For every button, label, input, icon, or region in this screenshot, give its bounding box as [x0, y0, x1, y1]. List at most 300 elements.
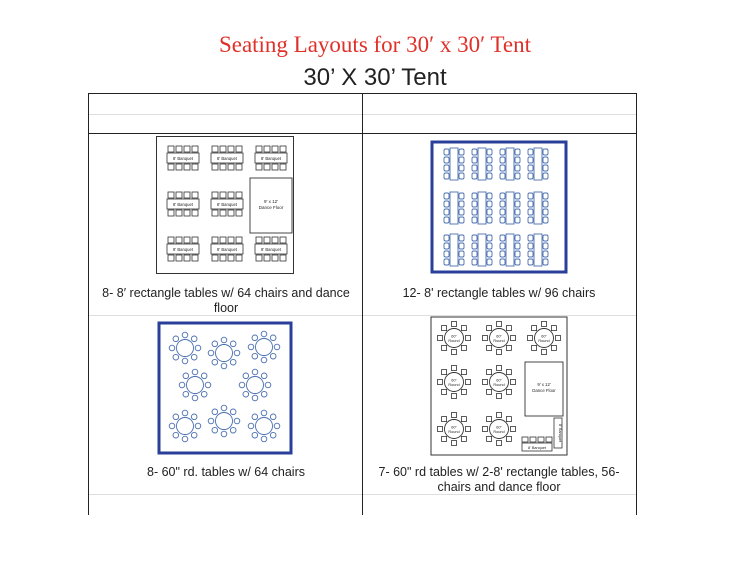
- chair: [459, 217, 464, 223]
- chair: [515, 251, 520, 257]
- chair: [176, 164, 182, 170]
- table-label-top: 60": [496, 334, 502, 339]
- chair: [472, 217, 477, 223]
- chair: [184, 237, 190, 243]
- chair: [176, 146, 182, 152]
- chair: [452, 322, 457, 327]
- chair: [528, 243, 533, 249]
- chair: [487, 173, 492, 179]
- chair: [236, 192, 242, 198]
- chair: [264, 255, 270, 261]
- chair: [444, 209, 449, 215]
- chair: [191, 414, 197, 420]
- chair: [176, 237, 182, 243]
- chair: [256, 255, 262, 261]
- chair: [466, 380, 471, 385]
- table-label-top: 60": [451, 334, 457, 339]
- chair: [183, 391, 189, 397]
- chair: [228, 237, 234, 243]
- chair: [239, 382, 245, 388]
- chair: [221, 405, 227, 411]
- chair: [551, 345, 556, 350]
- chair: [438, 380, 443, 385]
- chair: [511, 380, 516, 385]
- chair: [184, 146, 190, 152]
- chair: [261, 373, 267, 379]
- chair: [466, 427, 471, 432]
- chair: [205, 382, 211, 388]
- chair: [261, 436, 267, 442]
- round-table-3: [248, 331, 280, 363]
- chair: [543, 209, 548, 215]
- chair: [459, 173, 464, 179]
- chair: [472, 165, 477, 171]
- chair: [442, 345, 447, 350]
- chair: [487, 217, 492, 223]
- chair: [256, 164, 262, 170]
- chair: [176, 255, 182, 261]
- chair: [528, 217, 533, 223]
- chair: [173, 414, 179, 420]
- chair: [543, 201, 548, 207]
- chair: [442, 370, 447, 375]
- chair: [487, 389, 492, 394]
- table-label-top: 60": [496, 378, 502, 383]
- chair: [212, 210, 218, 216]
- chair: [528, 235, 533, 241]
- table-top: [534, 148, 542, 180]
- layout-4-caption: 7- 60" rd tables w/ 2-8' rectangle tables, 56- chairs and dance floor: [378, 465, 620, 494]
- chair: [252, 335, 258, 341]
- table-label-top: 60": [496, 425, 502, 430]
- round-table-7: [483, 413, 516, 446]
- chair: [169, 345, 175, 351]
- chair: [173, 354, 179, 360]
- chair: [487, 157, 492, 163]
- chair: [444, 235, 449, 241]
- round-table-4: [179, 369, 211, 401]
- chair: [515, 259, 520, 265]
- chair: [497, 350, 502, 355]
- chair: [220, 164, 226, 170]
- table-top: [256, 339, 273, 356]
- chair: [528, 209, 533, 215]
- chair: [528, 251, 533, 257]
- layout-1-diagram: [156, 136, 294, 274]
- chair: [212, 409, 218, 415]
- chair: [528, 201, 533, 207]
- chair: [487, 209, 492, 215]
- chair: [442, 389, 447, 394]
- chair: [243, 373, 249, 379]
- chair: [500, 193, 505, 199]
- chair: [230, 427, 236, 433]
- round-table-8: [248, 410, 280, 442]
- chair: [212, 359, 218, 365]
- chair: [487, 259, 492, 265]
- table-top: [177, 418, 194, 435]
- chair: [252, 395, 258, 401]
- chair: [270, 353, 276, 359]
- chair: [261, 331, 267, 337]
- chair: [497, 441, 502, 446]
- chair: [459, 259, 464, 265]
- chair: [452, 366, 457, 371]
- chair: [452, 413, 457, 418]
- chair: [528, 336, 533, 341]
- round-table-5: [483, 366, 516, 399]
- chair: [236, 210, 242, 216]
- table-top: [247, 377, 264, 394]
- chair: [192, 255, 198, 261]
- chair: [500, 165, 505, 171]
- chair: [515, 173, 520, 179]
- round-table-2: [483, 322, 516, 355]
- chair: [487, 436, 492, 441]
- chair: [528, 149, 533, 155]
- table-label: 8' Banquet: [173, 202, 193, 207]
- chair: [195, 423, 201, 429]
- chair: [551, 326, 556, 331]
- chair: [208, 418, 214, 424]
- table-top: [450, 234, 458, 266]
- table-top: [506, 192, 514, 224]
- chair: [438, 427, 443, 432]
- chair: [442, 436, 447, 441]
- chair: [515, 157, 520, 163]
- chair: [487, 165, 492, 171]
- chair: [515, 193, 520, 199]
- chair: [228, 255, 234, 261]
- chair: [542, 350, 547, 355]
- chair: [500, 157, 505, 163]
- chair: [472, 201, 477, 207]
- table-label: 8' Banquet: [173, 156, 193, 161]
- chair: [515, 235, 520, 241]
- chair: [192, 146, 198, 152]
- table-label-bottom: Round: [493, 339, 505, 343]
- round-table-7: [208, 405, 240, 437]
- table-border-left: [88, 93, 89, 515]
- dance-floor-sub: Dance Floor: [258, 205, 284, 210]
- round-table-3: [528, 322, 561, 355]
- chair: [522, 437, 528, 442]
- table-label: 8' Banquet: [527, 446, 547, 450]
- round-table-6: [169, 410, 201, 442]
- table-top: [478, 148, 486, 180]
- chair: [543, 165, 548, 171]
- chair: [444, 201, 449, 207]
- table-top: [216, 345, 233, 362]
- table-top: [216, 413, 233, 430]
- table-label-bottom: Round: [448, 339, 460, 343]
- chair: [201, 391, 207, 397]
- chair: [280, 164, 286, 170]
- chair: [230, 341, 236, 347]
- chair: [532, 345, 537, 350]
- chair: [506, 389, 511, 394]
- chair: [201, 373, 207, 379]
- chair: [472, 259, 477, 265]
- table-label: 8' Banquet: [261, 247, 281, 252]
- chair: [184, 192, 190, 198]
- chair: [212, 164, 218, 170]
- chair: [252, 414, 258, 420]
- chair: [487, 345, 492, 350]
- table-top: [177, 340, 194, 357]
- chair: [515, 165, 520, 171]
- chair: [264, 146, 270, 152]
- chair: [500, 235, 505, 241]
- chair: [472, 235, 477, 241]
- chair: [169, 423, 175, 429]
- chair: [461, 389, 466, 394]
- chair: [472, 243, 477, 249]
- table-label-top: 60": [451, 378, 457, 383]
- chair: [192, 369, 198, 375]
- chair: [461, 436, 466, 441]
- chair: [220, 237, 226, 243]
- banquet-table-vertical: [554, 418, 562, 448]
- chair: [272, 146, 278, 152]
- round-table-2: [208, 337, 240, 369]
- chair: [543, 193, 548, 199]
- round-table-4: [438, 366, 471, 399]
- table-label: 8' Banquet: [217, 247, 237, 252]
- table-label: 8' Banquet: [173, 247, 193, 252]
- chair: [444, 193, 449, 199]
- chair: [176, 192, 182, 198]
- chair: [272, 237, 278, 243]
- chair: [546, 437, 552, 442]
- chair: [459, 251, 464, 257]
- table-label: 8' Banquet: [217, 156, 237, 161]
- chair: [543, 173, 548, 179]
- table-label-bottom: Round: [538, 339, 550, 343]
- chair: [472, 149, 477, 155]
- dance-floor-label: 9' x 12': [537, 382, 551, 387]
- chair: [228, 146, 234, 152]
- table-label-bottom: Round: [448, 383, 460, 387]
- table-divider-center: [362, 93, 363, 515]
- chair: [500, 243, 505, 249]
- layout-4-diagram: [430, 316, 568, 456]
- chair: [461, 345, 466, 350]
- table-label: 8' Banquet: [261, 156, 281, 161]
- chair: [511, 427, 516, 432]
- chair: [272, 255, 278, 261]
- chair: [220, 192, 226, 198]
- table-label-bottom: Round: [448, 430, 460, 434]
- chair: [184, 164, 190, 170]
- chair: [438, 336, 443, 341]
- table-label-bottom: Round: [493, 383, 505, 387]
- chair: [220, 210, 226, 216]
- chair: [234, 350, 240, 356]
- chair: [500, 201, 505, 207]
- chair: [265, 382, 271, 388]
- chair: [243, 391, 249, 397]
- chair: [538, 437, 544, 442]
- chair: [487, 326, 492, 331]
- chair: [487, 251, 492, 257]
- table-label-top: 60": [541, 334, 547, 339]
- chair: [543, 259, 548, 265]
- chair: [515, 243, 520, 249]
- chair: [461, 370, 466, 375]
- chair: [543, 251, 548, 257]
- chair: [506, 436, 511, 441]
- chair: [270, 414, 276, 420]
- table-border-right: [636, 93, 637, 515]
- chair: [168, 164, 174, 170]
- chair: [483, 336, 488, 341]
- chair: [515, 201, 520, 207]
- table-top: [478, 192, 486, 224]
- chair: [228, 210, 234, 216]
- chair: [220, 146, 226, 152]
- chair: [459, 235, 464, 241]
- chair: [192, 164, 198, 170]
- layout-3-diagram: [156, 320, 294, 456]
- chair: [184, 210, 190, 216]
- chair: [511, 336, 516, 341]
- chair: [483, 380, 488, 385]
- chair: [543, 149, 548, 155]
- chair: [497, 394, 502, 399]
- chair: [487, 149, 492, 155]
- chair: [452, 350, 457, 355]
- round-table-6: [438, 413, 471, 446]
- chair: [483, 427, 488, 432]
- layout-1-caption: 8- 8′ rectangle tables w/ 64 chairs and dance floor: [102, 286, 350, 315]
- chair: [459, 193, 464, 199]
- chair: [236, 237, 242, 243]
- layout-2-diagram: [430, 138, 568, 276]
- chair: [506, 417, 511, 422]
- layout-3-caption: 8- 60" rd. tables w/ 64 chairs: [147, 465, 305, 479]
- chair: [221, 337, 227, 343]
- chair: [168, 255, 174, 261]
- chair: [248, 344, 254, 350]
- table-top: [450, 192, 458, 224]
- table-top: [478, 234, 486, 266]
- table-label-bottom: Round: [493, 430, 505, 434]
- chair: [532, 326, 537, 331]
- chair: [274, 344, 280, 350]
- chair: [212, 341, 218, 347]
- round-table-5: [239, 369, 271, 401]
- chair: [252, 353, 258, 359]
- chair: [264, 237, 270, 243]
- chair: [252, 369, 258, 375]
- chair: [274, 423, 280, 429]
- table-top: [506, 234, 514, 266]
- chair: [183, 373, 189, 379]
- dance-floor-sub: Dance Floor: [532, 388, 556, 393]
- chair: [236, 164, 242, 170]
- chair: [500, 173, 505, 179]
- chair: [192, 395, 198, 401]
- chair: [184, 255, 190, 261]
- chair: [236, 146, 242, 152]
- chair: [497, 413, 502, 418]
- chair: [506, 345, 511, 350]
- chair: [444, 217, 449, 223]
- chair: [497, 322, 502, 327]
- chair: [500, 251, 505, 257]
- table-top: [450, 148, 458, 180]
- chair: [261, 410, 267, 416]
- chair: [168, 237, 174, 243]
- chair: [528, 165, 533, 171]
- chair: [543, 235, 548, 241]
- chair: [182, 332, 188, 338]
- chair: [256, 146, 262, 152]
- chair: [444, 157, 449, 163]
- chair: [461, 326, 466, 331]
- chair: [444, 173, 449, 179]
- chair: [208, 350, 214, 356]
- table-top: [534, 192, 542, 224]
- chair: [500, 149, 505, 155]
- table-label: 8' Banquet: [558, 423, 562, 443]
- chair: [228, 164, 234, 170]
- chair: [500, 209, 505, 215]
- chair: [542, 322, 547, 327]
- chair: [261, 391, 267, 397]
- chair: [195, 345, 201, 351]
- chair: [272, 164, 278, 170]
- chair: [256, 237, 262, 243]
- chair: [506, 326, 511, 331]
- chair: [487, 243, 492, 249]
- chair: [515, 209, 520, 215]
- chair: [487, 417, 492, 422]
- chair: [444, 251, 449, 257]
- chair: [466, 336, 471, 341]
- table-top: [506, 148, 514, 180]
- table-top: [256, 418, 273, 435]
- chair: [459, 209, 464, 215]
- chair: [168, 146, 174, 152]
- chair: [543, 217, 548, 223]
- chair: [442, 326, 447, 331]
- chair: [212, 255, 218, 261]
- chair: [212, 192, 218, 198]
- chair: [515, 217, 520, 223]
- chair: [543, 157, 548, 163]
- chair: [528, 173, 533, 179]
- chair: [191, 336, 197, 342]
- chair: [221, 363, 227, 369]
- chair: [179, 382, 185, 388]
- chair: [270, 335, 276, 341]
- chair: [280, 146, 286, 152]
- chair: [472, 173, 477, 179]
- chair: [182, 436, 188, 442]
- chair: [528, 193, 533, 199]
- chair: [264, 164, 270, 170]
- chair: [459, 149, 464, 155]
- chair: [230, 359, 236, 365]
- chair: [459, 243, 464, 249]
- chair: [182, 410, 188, 416]
- chair: [270, 432, 276, 438]
- chair: [234, 418, 240, 424]
- chair: [452, 441, 457, 446]
- chair: [280, 255, 286, 261]
